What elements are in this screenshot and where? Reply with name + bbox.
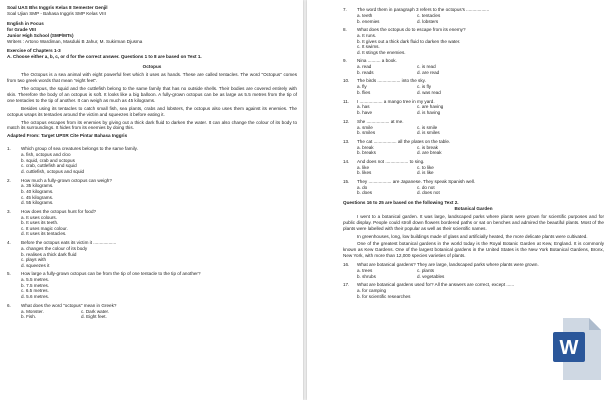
- answer-options: [343, 145, 604, 156]
- answer-option: b. smiles: [357, 130, 376, 136]
- answer-options: [343, 64, 604, 75]
- answer-option: c. It swims.: [357, 44, 380, 50]
- question-number: 11.: [343, 98, 350, 104]
- answer-option: b. does: [357, 190, 373, 196]
- question-text: She .................. at me.: [357, 118, 404, 124]
- answer-option: a. trees: [357, 268, 373, 274]
- question-text: What are botanical gardens? They are large, landscaped parks where plants were grown.: [357, 262, 539, 268]
- document-page-left: [0, 0, 303, 400]
- question-number: 4.: [7, 240, 11, 246]
- answer-option: d. are read: [417, 69, 440, 75]
- text1-paragraph: The octopus escapes from its enemies by giving out a thick dark fluid to darken the water. It can also change the colour of its body to match its surroundings. It hides from its enemies by doing this.: [7, 119, 297, 131]
- answer-option: c. tentacles: [417, 12, 441, 18]
- answer-options: [343, 165, 604, 176]
- question-text: The word them in paragraph 3 refers to the octopus's ..................: [357, 7, 490, 12]
- answer-option: a. teeth: [357, 12, 373, 18]
- text1-paragraph: Besides using its tentacles to catch small fish, sea plants, crabs and lobsters, the octopus also uses them against its enemies. The octopus wraps its tentacles around the victim and squeezes it before eating it.: [7, 105, 297, 117]
- answer-option: a. smile: [357, 124, 373, 130]
- book-writers: Writers : Artono Wardiman, Masduki B Jahur, M. Sukirman Djusma: [7, 38, 143, 44]
- answer-options: [343, 125, 604, 136]
- answer-options: [343, 268, 604, 279]
- answer-option: b. likes: [357, 170, 372, 176]
- question-number: 3.: [7, 208, 11, 214]
- exercise-title: Exercise of Chapters 1-3: [7, 48, 61, 54]
- answer-option: d. does not: [417, 190, 440, 196]
- doc-header-line-2: Soal Ujian SMP - Bahasa Inggris SMP Kelas VIII: [7, 10, 106, 16]
- text1-paragraph: The Octopus is a sea animal with eight powerful feet which it uses as hands. These are called tentacles. The word "Octopus" comes from two greek words that mean "eight feet".: [7, 72, 297, 84]
- question-number: 17.: [343, 282, 350, 288]
- answer-options: [7, 152, 297, 174]
- answer-option: c. is read: [417, 64, 436, 70]
- question-number: 2.: [7, 177, 11, 183]
- answer-option: c. 45 kilograms.: [21, 194, 54, 200]
- question-number: 6.: [7, 302, 11, 308]
- question-number: 10.: [343, 78, 350, 84]
- answer-option: b. have: [357, 110, 373, 116]
- answer-option: d. It stings the enemies.: [357, 49, 406, 55]
- book-grade: for Grade VIII: [7, 26, 36, 32]
- answer-option: a. 5.5 metres.: [21, 277, 50, 283]
- question-text: The cat .................. all the plates on the table.: [357, 138, 451, 144]
- answer-options: [343, 33, 604, 55]
- answer-option: a. 35 kilograms.: [21, 183, 54, 189]
- answer-options: [7, 309, 297, 320]
- answer-option: d. 55 kilograms.: [21, 200, 54, 206]
- word-document-icon[interactable]: [553, 318, 601, 380]
- answer-option: c. It uses magic colour.: [21, 225, 68, 231]
- question-text: How does the octopus hunt for food?: [21, 208, 97, 214]
- answer-option: a. fish, octopus and cloo: [21, 152, 71, 158]
- question-text: They .................. are Japanese. They speak Spanish well.: [357, 178, 476, 184]
- answer-option: d. cuttlefish, octopus and squid: [21, 168, 85, 174]
- question-text: The birds .................. into the sky.: [357, 78, 426, 84]
- answer-option: c. is break: [417, 144, 438, 150]
- answer-option: d. is like: [417, 170, 434, 176]
- question-number: 13.: [343, 138, 350, 144]
- answer-option: d. 5.6 metres.: [21, 294, 50, 300]
- answer-options: [343, 13, 604, 24]
- question-number: 14.: [343, 158, 350, 164]
- answer-option: c. do not: [417, 184, 435, 190]
- question-number: 16.: [343, 262, 350, 268]
- question-text: Which group of sea creatures belongs to the same family.: [21, 146, 138, 152]
- answer-option: c. plants: [417, 268, 435, 274]
- answer-option: d. lobsters: [417, 18, 439, 24]
- question-text: Before the octopus eats its victim it ..................: [21, 240, 117, 246]
- answer-option: b. It gives out a thick dark fluid to darken the water.: [357, 38, 461, 44]
- answer-option: c. plays with: [21, 257, 47, 263]
- answer-options: [343, 84, 604, 95]
- answer-option: c. is fly: [417, 84, 432, 90]
- answer-option: b. 7.5 metres.: [21, 282, 50, 288]
- question-number: 7.: [343, 7, 347, 12]
- question-text: How much a fully-grown octopus can weigh?: [21, 177, 112, 183]
- answer-option: a. do: [357, 184, 368, 190]
- question-text: What does the octopus do to escape from its enemy?: [357, 27, 466, 33]
- question-number: 1.: [7, 146, 11, 152]
- answer-option: c. is smile: [417, 124, 438, 130]
- book-school: Junior High School (SMP/MTs): [7, 32, 74, 38]
- answer-option: a. like: [357, 164, 370, 170]
- answer-option: d. squeezes it: [21, 262, 50, 268]
- answer-option: b. reads: [357, 69, 374, 75]
- text2-title: Botanical Garden: [454, 205, 493, 211]
- answer-option: a. has: [357, 104, 370, 110]
- question-number: 5.: [7, 271, 11, 277]
- answer-option: d. Eight feet.: [81, 314, 107, 320]
- text1-paragraph: The octopus, the squid and the cuttlefish belong to the same family that has no outside shells. Their bodies are covered entirely with skin. Therefore the body of an octopus is soft. It looks like a big balloon. A fully-grown octopus can be as large as 5.5 metres from the tip of one tentacles to the tip of another. It can weigh as much as 45 kilograms.: [7, 85, 297, 103]
- question-number: 8.: [343, 27, 347, 33]
- answer-option: a. changes the colour of its body: [21, 245, 88, 251]
- exercise-instruction: A. Choose either a, b, c, or d for the correct answer. Questions 1 to 8 are based on Text 1.: [7, 54, 202, 60]
- answer-option: c. to like: [417, 164, 434, 170]
- answer-option: a. It runs.: [357, 33, 377, 38]
- answer-options: [7, 277, 297, 299]
- question-text: And does not .................. to sing.: [357, 158, 425, 164]
- answer-option: b. realises a thick dark fluid: [21, 251, 77, 257]
- answer-option: a. break: [357, 144, 374, 150]
- question-text: What does the word "octopus" mean in Greek?: [21, 302, 117, 308]
- answer-option: c. are having: [417, 104, 444, 110]
- answer-option: b. It uses its teeth.: [21, 220, 59, 226]
- answer-option: a. fly: [357, 84, 367, 90]
- answer-option: b. Fish.: [21, 314, 37, 320]
- question-number: 12.: [343, 118, 350, 124]
- answer-option: b. breaks: [357, 150, 376, 156]
- right-question-list-b: [343, 262, 604, 299]
- answer-options: [343, 288, 604, 299]
- answer-option: b. squid, crab and octopus: [21, 157, 75, 163]
- answer-option: b. enemies: [357, 18, 380, 24]
- answer-option: d. It uses its tentacles.: [21, 231, 67, 237]
- question-text: I .................. a mango tree in my yard.: [357, 98, 435, 104]
- question-text: What are botanical gardens used for? All the answers are correct, except ......: [357, 282, 515, 288]
- text1-title: Octopus: [142, 64, 162, 70]
- answer-option: a. It uses colours.: [21, 214, 58, 220]
- doc-header-line-1: Soal UAS Bhs Inggris Kelas 8 Semester Genjil: [7, 5, 108, 10]
- answer-options: [7, 246, 297, 268]
- right-question-list-a: [343, 7, 604, 196]
- text2-paragraph: In greenhouses, long, low buildings made of glass and artificially heated, the more delicate plants were cultivated.: [357, 233, 588, 239]
- answer-option: a. for camping: [357, 288, 387, 294]
- answer-option: d. vegetables: [417, 273, 445, 279]
- text2-paragraph: I went to a botanical garden. It was large, landscaped parks where plants were grown for scientific purposes and for public display. People could stroll down flowers bordered paths or sat on benches and admired the beautiful plants. Most of the plants were labelled with their popular as well as their scientific names.: [343, 213, 604, 231]
- answer-option: b. 40 kilograms.: [21, 189, 54, 194]
- word-icon-graphic: [553, 318, 601, 380]
- answer-option: a. Monster.: [21, 308, 44, 314]
- answer-option: d. are break: [417, 150, 442, 156]
- answer-option: b. for scientific researches: [357, 293, 411, 299]
- answer-option: d. is having: [417, 110, 441, 116]
- answer-option: d. was read: [417, 89, 441, 95]
- text1-source: Adapted From: Target UPSR Cite Pintar Bahasa Inggris: [7, 133, 128, 139]
- answer-option: a. read: [357, 64, 372, 70]
- question-text: Nina .......... a book.: [357, 58, 397, 64]
- question-text: How large a fully-grown octopus can be from the tip of one tentacle to the tip of another?: [21, 271, 201, 277]
- answer-option: c. Dark water.: [81, 308, 110, 314]
- question-number: 15.: [343, 178, 350, 184]
- answer-options: [343, 185, 604, 196]
- text2-paragraph: One of the greatest botanical gardens in the world today is the Royal Botanic Garden at Kew, England. It is commonly known as Kew Gardens. One of the largest botanical gardens in the United States is the New York Botanical Gardens, Bronx, New York, with more than 12,000 species varieties of plants.: [343, 241, 604, 259]
- answer-option: b. shrubs: [357, 273, 376, 279]
- left-question-list: [7, 146, 297, 320]
- answer-options: [7, 183, 297, 205]
- word-icon-letter: W: [559, 337, 579, 359]
- answer-options: [7, 215, 297, 237]
- answer-option: c. 6.5 metres.: [21, 288, 49, 294]
- answer-option: b. flies: [357, 89, 371, 95]
- book-title: English in Focus: [7, 20, 44, 26]
- section-b-instruction: Questions 16 to 25 are based on the following Text 2.: [343, 200, 459, 206]
- answer-option: d. is smiles: [417, 130, 440, 136]
- answer-options: [343, 104, 604, 115]
- answer-option: c. crab, cuttlefish and squid: [21, 163, 77, 169]
- question-number: 9.: [343, 58, 347, 64]
